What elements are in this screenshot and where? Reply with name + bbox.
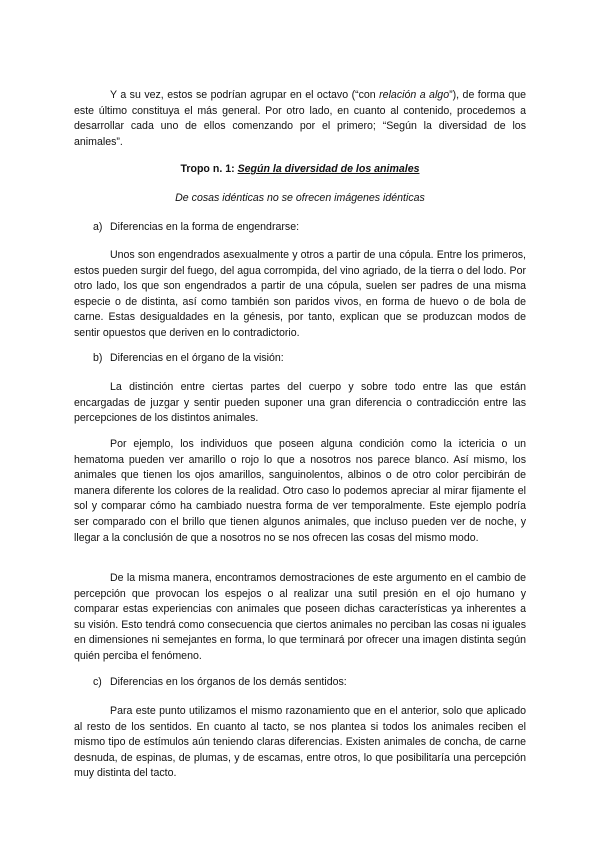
list-item-b [93,352,284,364]
intro-text-1: Y a su vez, estos se podrían agrupar en el octavo (“con [110,89,380,101]
list-marker: b) [93,352,103,364]
body-paragraph: La distinción entre ciertas partes del cuerpo y sobre todo entre las que están encargadas de juzgar y sentir pueden suponer una gran diferencia o contradicción entre las percepciones de los distintos animales. [74,381,526,425]
intro-text-2: ”), de forma que este último constituya el más general. Por otro lado, en cuanto al contenido, procedemos a desarrollar cada uno de ellos comenzando por el primero; “Según la diversidad de los animales”. [74,89,526,148]
list-item-a [93,221,299,233]
list-item-title: Diferencias en la forma de engendrarse: [110,221,300,233]
intro-paragraph [74,88,526,150]
section-heading [74,163,526,175]
subtitle: De cosas idénticas no se ofrecen imágenes idénticas [175,192,425,204]
list-item-title: Diferencias en el órgano de la visión: [110,352,284,364]
body-paragraph: Por ejemplo, los individuos que poseen alguna condición como la ictericia o un hematoma pueden ver amarillo o rojo lo que a nosotros nos parece blanco. Así mismo, los animales que tienen los ojos amarillos, sanguinolentos, albinos o de otro color percibirán de manera diferente los colores de la realidad. Otro caso lo podemos apreciar al mirar fijamente el sol y comparar cómo ha cambiado nuestra forma de ver temporalmente. Este ejemplo podría ser comparado con el brillo que tienen algunos animales, que incluso pueden ver de noche, y llegar a la conclusión de que a nosotros no se nos ofrecen las cosas del mismo modo. [74,438,526,544]
list-item-title: Diferencias en los órganos de los demás sentidos: [110,676,347,688]
list-item-c [93,676,347,688]
body-paragraph: Para este punto utilizamos el mismo razonamiento que en el anterior, solo que aplicado al resto de los sentidos. En cuanto al tacto, se nos plantea si todos los animales reciben el mismo tipo de estímulos aún teniendo claras diferencias. Existen animales de concha, de carne desnuda, de espinas, de plumas, y de escamas, entre otros, lo que posibilitaría una percepción muy distinta del tacto. [74,705,526,780]
intro-italic: relación a algo [379,89,450,101]
body-paragraph: Unos son engendrados asexualmente y otros a partir de una cópula. Entre los primeros, estos pueden surgir del fuego, del agua corrompida, del vino agriado, de la tierra o del lodo. Por otro lado, los que son engendrados a partir de una cópula, suelen ser padres de una misma especie o de distinta, así como también son paridos vivos, en forma de huevo o de bola de carne. Estas desigualdades en la génesis, por tanto, explican que se produzcan modos de sentir opuestos que deriven en lo contradictorio. [74,249,526,339]
heading-underlined: Según la diversidad de los animales [237,163,420,175]
list-marker: c) [93,676,102,688]
body-paragraph: De la misma manera, encontramos demostraciones de este argumento en el cambio de percepción que provocan los espejos o al realizar una sutil presión en el ojo humano y comparar estas experiencias con animales que poseen dichas características ya inherentes a su visión. Esto tendrá como consecuencia que ciertos animales no perciban las cosas ni iguales en dimensiones ni semejantes en forma, lo que terminará por ofrecer una imagen distinta según quién perciba el fenómeno. [74,572,526,662]
heading-prefix: Tropo n. 1: [180,163,238,175]
list-marker: a) [93,221,103,233]
